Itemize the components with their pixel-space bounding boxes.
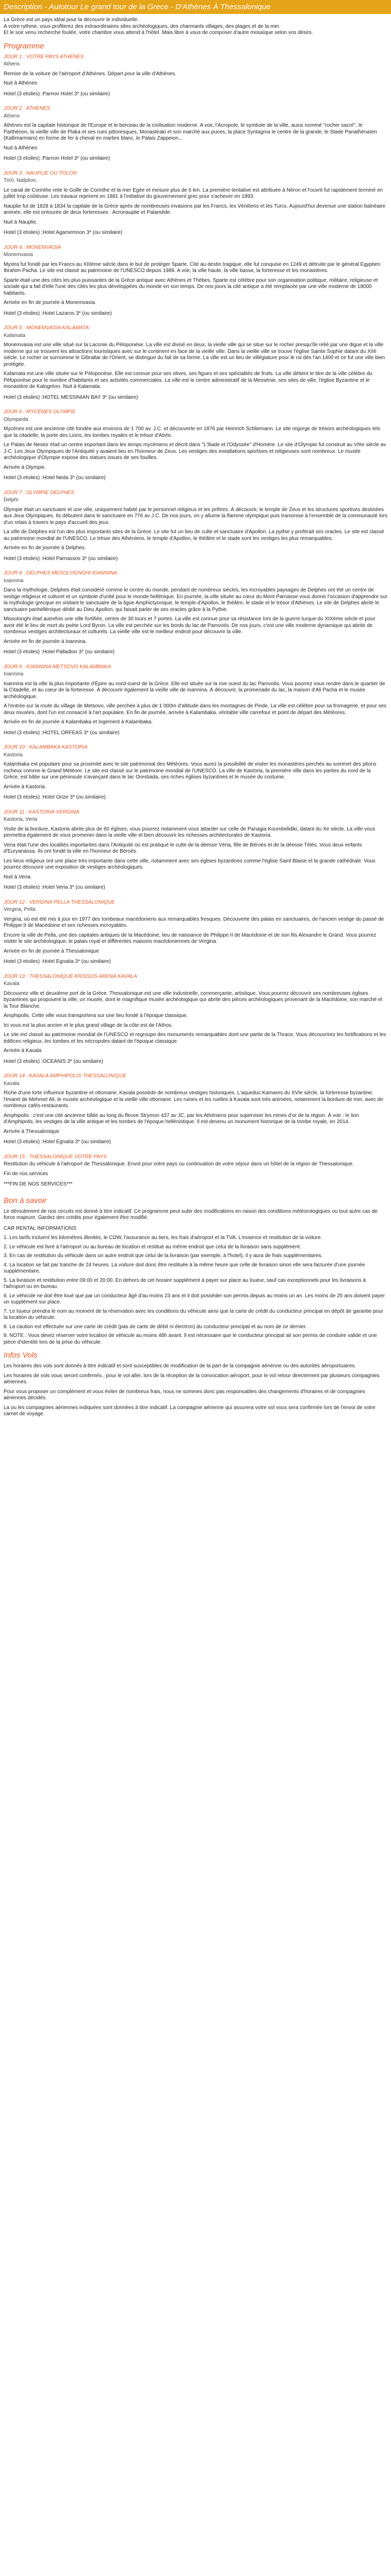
day-description xyxy=(4,587,387,645)
day-place: Athens xyxy=(4,113,20,119)
page-header xyxy=(0,0,391,14)
day-hotel: Hotel (3 etoiles) :Parnon Hotel 3* (ou similaire) xyxy=(4,156,110,161)
day-paragraph: Arrivée à Olympie. xyxy=(4,464,46,470)
day-paragraph: A l'entrée sur la route du village de Metsovo, ville perchée à plus de 1 000m d'altitude dans les montagnes de Pinde, La ville est célèbre pour sa fromagerie, et pour ses deux musées, dont l'un est consacré à l'art populaire. En fin de journée, arrivée à Kalambaka, véritable ville carrefour et point de départ des Météores. xyxy=(4,703,387,716)
programme-title: Programme xyxy=(4,41,44,50)
day-description xyxy=(4,681,387,726)
day-description xyxy=(4,262,387,307)
day-title: JOUR 14 : KAVALA AMPHIPOLIS THESSALONIQUE xyxy=(4,1073,127,1079)
infos-item: Pour vous proposer un complément et vous éviter de nombreux frais, nous ne sommes donc pas responsables des changements d'horaires et de compagnies aériennes décidés. xyxy=(4,1388,365,1401)
day-place: Delphi xyxy=(4,497,19,503)
programme-day xyxy=(4,809,387,891)
day-hotel: Hotel (3 etoiles) :Hotel Egnatia 3* (ou similaire) xyxy=(4,959,111,964)
programme-day xyxy=(4,54,387,98)
day-paragraph: Monemvasia est une ville situé sur la Laconie du Péloponèse. La ville est divisé en deux, la vieille ville qui se situe sur le rocher presqu'île relié par une digue et la ville moderne qui se trouvent les attractions touristiques avec sur le continent en face de la vieille ville. Dans la vieille ville se trouve l'église Sainte Sophie datant du XIIè siècle. Le rocher se surnomme le Gibraltar de l'Orient, se distingue du fait de sa forme. La ville est un lieu de villégiature pour le roi dès l'an 1400 et ce fut une ville bien protégée. xyxy=(4,342,385,367)
day-description xyxy=(4,71,387,87)
day-paragraph: Arrivée en fin de journée à Thessalonique xyxy=(4,948,99,954)
day-paragraph: Le Palais de Nestor était un centre important dans les temps mycéniens et décrit dans "L'Iliade et l'Odyssée" d'Homère. Le site d'Olympie fut construit au VIIIe siècle av J-C. Les Jeux Olympiques de l'Antiquité y avaient lieu en l'honneur de Zeus. Les vestiges des installations sportives et religieuses sont nombreux. Le musée archéologique d'Olympie expose des statues issues de ses fouilles. xyxy=(4,442,386,461)
main-content xyxy=(0,14,391,1418)
day-paragraph: Mystra fut fondé par les Francs au XIIIème siècle dans le but de protéger Sparte. Cité au destin tragique, elle fut conquise en 1249 et détruite par le général Egyptien Ibrahim Pacha. Le site est classé au patrimoine de l'UNESCO depuis 1989. A voir, la ville haute, la ville basse, la forteresse et les monastères. xyxy=(4,261,381,274)
day-paragraph: Nuit à Athènes xyxy=(4,145,38,151)
day-hotel: Hotel (3 etoiles) :Hotel Veria 3* (ou similaire) xyxy=(4,885,105,890)
day-description xyxy=(4,342,387,391)
rental-item: 1. Les tarifs incluent les kilomètres illimités, le CDW, l'assurance au tiers, les frais d'aéroport et la TVA. L'essence et restitution de la voiture. xyxy=(4,1235,322,1241)
day-paragraph: La ville de Delphes est l'un des plus importants sites de la Grèce. Le site fut un lieu de culte et sanctuaire d'Apollon. La pythie y proférait ses oracles. Le site est classé au patrimoine mondial de l'UNESCO. Le trésor des Athéniens, le temple d'Apollon, le théâtre et le stade sont les vestiges les plus remarquables. xyxy=(4,529,384,541)
day-paragraph: Arrivée à Kavala xyxy=(4,1048,42,1054)
day-title: JOUR 11 : KASTORIA VERGINA xyxy=(4,809,79,815)
day-paragraph: Remise de la voiture de l'aéroport d'Athènes. Départ pour la ville d'Athènes. xyxy=(4,71,176,77)
day-paragraph: Olympie était un sanctuaire et une ville, uniquement habité par le personnel religieux et les prêtres. À découvrir, le temple de Zeus et les structures sportives destinées aux Jeux Olympiques. Ils débutent dans le sanctuaire en 776 av J.C. De nos jours, on y allume la flamme olympique puis transmise à l'ensemble de la communauté lors d'un relais à travers le pays d'accueil des jeux. xyxy=(4,506,387,526)
day-paragraph: Arrivée en fin de journée à Monemvasia. xyxy=(4,300,96,306)
rental-item: 3. En cas de restitution du véhicule dans un autre endroit que celui de la livraison (par exemple, à l'hotel), il y aura de frais supplémentaires. xyxy=(4,1253,323,1259)
intro xyxy=(4,17,387,37)
day-hotel: Hotel (3 etoiles) :Hotel Lazaros 3* (ou similaire) xyxy=(4,310,112,316)
programme-days xyxy=(4,54,387,1188)
day-paragraph: Sparte était une des cités les plus puissantes de la Grèce antique avec Athènes et Thèbes. Sparte est célèbre pour son organisation politique, militaire, religieuse et sociale qui a fait d'elle l'une des cités les plus développées du monde en son temps. De nos jours la cité antique a été remplacée par une ville moderne de 18000 habitants. xyxy=(4,277,378,296)
day-paragraph: Arrivée à Kastoria. xyxy=(4,784,46,790)
day-description xyxy=(4,991,387,1055)
day-paragraph: Riche d'une lorte influence byzantine et ottomane, Kavala possède de nombreux vestiges historiques. L'aqueduc Kamares du XVIe siècle, la forteresse byzantine, l'Imaret de Mehmet Ali, le musée archéologique et la vieille ville ottomane. Les ruines et les ruelles à Kavala sont très animées, notamment la bordure de mer, avec de nombreux cafés-restaurants. xyxy=(4,1090,383,1109)
day-paragraph: Le canal de Corinthe relie le Golfe de Corinthe et la mer Egée et mesure plus de 6 km. La première tentative est attribuée à Néron et l'ouvrit fut rapidement terminé en juillet trop coûteuse. Les travaux reprirent en 1881 à l'initiative du gouvernement grec pour s'achever en 1893. xyxy=(4,187,383,199)
programme-day xyxy=(4,325,387,401)
rental-item: 7. Le loueur prendra le nom au moment de la réservation avec les conditions du véhicule ainsi que la carte de crédit du conducteur principal en dépôt de garantie pour la location du véhicule. xyxy=(4,1308,384,1320)
programme-day xyxy=(4,490,387,563)
day-paragraph: Ici vous est la plus ancien et le plus grand village de la côte est de l'Athos. xyxy=(4,1022,173,1028)
day-description xyxy=(4,826,387,881)
day-hotel: Hotel (3 etoiles) :HOTEL MESSINIAN BAY 3* (ou similaire) xyxy=(4,394,138,400)
day-title: JOUR 9 : IOANNINA METSOVO KALAMBAKA xyxy=(4,664,111,670)
day-place: Kavala xyxy=(4,1080,20,1087)
rental-item: 2. Le véhicule est livré à l'aéroport ou au bureau de location et restitué au même endroit que celui de la livraison sans supplément. xyxy=(4,1244,301,1250)
rental-title: CAR RENTAL INFORMATIONS xyxy=(4,1225,76,1231)
day-title: JOUR 10 : KALAMBAKA KASTORIA xyxy=(4,744,88,750)
day-paragraph: Découvrez ville et deuxième port de la Grèce. Thessalonique est une ville industrielle, commerçante, artistique. Vous pourrez découvrir ses nombreuses églises byzantines qui proposent la ville, un musée, dont le magnifique musée archéologique qui abrite des pièces archéologiques provenant de la Macédoine, son marché et la Tour Blanche. xyxy=(4,990,383,1009)
intro-line: A votre rythme, vous profiterez des extraordinaires sites archéologiques, des charmants villages, des plages et de la mer. xyxy=(4,23,281,29)
day-description xyxy=(4,917,387,955)
day-title: JOUR 5 : MONEMVASIA KALAMATA xyxy=(4,325,89,331)
rental-item: 9. NOTE : Vous devez réserver votre location de véhicule au moins 48h avant. Il est nécessaire que le conducteur principal ait son permis de conduire valide et une pièce d'identité lors de la prise du véhicule. xyxy=(4,1333,377,1345)
rental-item: 5. La livraison et restitution entre 09:00 et 20:00. En dehors de cet horaire supplément à payer sur place au loueur, sauf cas exceptionnels pour les livraisons à l'aéroport ou en bureau. xyxy=(4,1277,366,1290)
day-place: Kastoria xyxy=(4,752,23,758)
day-paragraph: Amphipolis. Cette ville vous transportera sur une lieu fondé à l'époque classique. xyxy=(4,1013,188,1019)
day-description xyxy=(4,426,387,471)
day-title: JOUR 2 : ATHÈNES xyxy=(4,106,51,111)
day-place: Ioannina xyxy=(4,578,24,584)
day-title: JOUR 7 : OLYMPIE DELPHES xyxy=(4,489,74,496)
day-title: JOUR 13 : THESSALONIQUE KRISSOS ARENA KAVALA xyxy=(4,973,137,979)
day-title: JOUR 12 : VERGINA PELLA THESSALONIQUE xyxy=(4,899,115,905)
programme-day xyxy=(4,1154,387,1188)
day-place: Kastoria, Veria xyxy=(4,817,38,822)
day-hotel: Hotel (3 etoiles) :OCEANIS 3* (ou similaire) xyxy=(4,1058,103,1064)
infos-vols-title: Infos Vols xyxy=(4,1351,38,1360)
day-paragraph: Nauplie fut de 1828 à 1834 la capitale de la Grèce après de nombreuses invasions par les Francs, les Vénitiens et les Turcs. Aujourd'hui devenue une station balnéaire animée, elle est entourée de deux forteresses : Acronauplie et Palamède. xyxy=(4,203,386,215)
page-title: Description - Autotour Le grand tour de la Grece - D'Athènes À Thessalonique xyxy=(4,3,271,11)
day-paragraph: Dans la mythologie, Delphes était considéré comme le centre du monde, pendant de nombreux siècles, les incroyables paysages de Delphes ont été un centre de vestige religieux et culturel et un symbole d'unité pour le monde hellénique. En journée, la ville située au cœur du Mont Parnasse vous donne l'occasion d'apprendre sur la mythologie grecque en visitant le sanctuaire de la ligue Amphictyonique, le temple d'Apollon, le théâtre, le stade et le trésor d'Athènes. Le site de Delphes abrite le sanctuaire panhellénique dédié au Dieu Apollon, qui faisait parler de ses oracles grâce à la Pythie. xyxy=(4,587,387,613)
day-description xyxy=(4,761,387,790)
day-hotel: Hotel (3 etoiles) :Hotel Orize 3* (ou similaire) xyxy=(4,794,106,800)
day-paragraph: Arrivée en fin de journée à Ioannina. xyxy=(4,638,87,645)
day-place: Monemvasia xyxy=(4,252,33,258)
day-description xyxy=(4,1090,387,1135)
day-hotel: ***FIN DE NOS SERVICES*** xyxy=(4,1181,73,1187)
day-paragraph: Nuit à Athènes xyxy=(4,80,38,86)
day-hotel: Hotel (3 etoiles) :Hotel Parnassos 3* (ou similaire) xyxy=(4,555,118,562)
programme-day xyxy=(4,570,387,656)
infos-item: Les horaires de vols vous seront confirmés , pour le vol aller, lors de la réception de la convocation aéroport, pour le vol retour directement par plusieurs compagnies aériennes. xyxy=(4,1372,380,1385)
day-title: JOUR 15 : THESSALONIQUE VOTRE PAYS xyxy=(4,1154,107,1160)
intro-line: La Grèce est un pays idéal pour la découvrir le individuelle. xyxy=(4,17,139,23)
day-paragraph: Missolonghi était autrefois une ville fortifiée, centre de 30 tours et 7 portes. La ville est connue pour sa résistance lors de la guerre turque du XIXème siècle et pour avoir été le lieu de mort du poète Lord Byron. La ville est perchée sur les bords du lac de Pamvotis. De nos jours, c'est une ville moderne dynamique qui abrite de nombreux vestiges architecturaux et culturels. La vieille ville est le meilleur endroit pour découvrir la ville. xyxy=(4,616,376,635)
day-paragraph: Arrivée en fin de journée à Delphes. xyxy=(4,545,86,551)
day-paragraph: Amphipolis : c'est une cité ancienne bâtie au long du fleuve Strymon 437 av JC, par les Athéniens pour superviser les mines d'or de la région. À voir : le lion d'Amphipolis, les vestiges de la ville antique et les tombes de l'époque hellénistique. Il est devenu un monument historique de la tombe royale, en 2014. xyxy=(4,1112,359,1125)
day-paragraph: Visite de la bordure, Kastoria abrite plus de 60 églises, vous pourrez notamment vous attarder sur celle de Panagia Koumbelidiki, datant du Xe siècle. La ville vous permettra également de vous promener dans la vieille ville et bien découvrir les richesses architecturales de Kastoria. xyxy=(4,826,376,838)
day-hotel: Hotel (3 etoiles) :Parnon Hotel 3* (ou similaire) xyxy=(4,91,110,97)
day-hotel: Hotel (3 etoiles) :Hotel Egnatia 3* (ou similaire) xyxy=(4,1139,111,1145)
programme-day xyxy=(4,1073,387,1146)
day-paragraph: Fin de nos services xyxy=(4,1171,48,1177)
programme-day xyxy=(4,409,387,482)
day-paragraph: Arrivée en fin de journée à Kalambaka et logement à Kalambaka. xyxy=(4,719,153,725)
day-paragraph: Vergina, où est été mis à jour en 1977 des tombeaux macédoniens aux remarquables fresques. Découverte des palais en sanctuaires, de l'ancien vestige du passé de Philippe II de Macédoine et ses richesses incroyables. xyxy=(4,916,384,928)
day-title: JOUR 6 : MYCÈNES OLYMPIE xyxy=(4,409,76,415)
rental-list xyxy=(4,1235,387,1346)
day-paragraph: Kalambaka est populaire pour sa proximité avec le site patrimonial des Météores. Vous aurez la possibilité de visiter les monastères perchés au sommet des pitons rocheux comme le Grand Météore. Le site est classé sur le patrimoine mondial de l'UNESCO. La ville de Kastoria, la première ville dans les parties du nord de la Grèce, est bâtie sur une péninsule s'avançant dans le lac Orestiada, ses riches églises byzantines et le musée du costume. xyxy=(4,761,377,780)
programme-day xyxy=(4,171,387,236)
programme-day xyxy=(4,664,387,737)
bon-savoir-text: Le déroulement de nos circuits est donné à titre indicatif. Ce programme peut subir des modifications en raison des conditions météorologiques ou tout autre cas de force majeure. Gardez des crédits pour également être modifié. xyxy=(4,1208,378,1221)
day-hotel: Hotel (3 etoiles) :Hotel Neda 3* (ou similaire) xyxy=(4,475,106,481)
day-paragraph: Veria était l'une des localités importantes dans l'Antiquité où est pratiqué le culte de la déesse Véria, fille de Béroès et de la déesse Télès. Vous deux enfants d'Euryanassa. Ils ont fondé la ville en l'honneur de Béroès. xyxy=(4,842,362,854)
day-title: JOUR 8 : DELPHES MESOLOGNGHI IOANNINA xyxy=(4,570,118,576)
day-place: Athens xyxy=(4,61,20,67)
programme-day xyxy=(4,744,387,801)
day-paragraph: Athènes est la capitale historique de l'Europe et le berceau de la civilisation moderne. A voir, l'Acropole, le symbole de la ville, aussi nommé "rocher sacré", le Parthénon, la vieille ville de Plaka et ses rues pittoresques, Monastiraki et son marché aux puces, la place Syntagma le centre de la grande, le Stade Panathénaïen (Kallimarmaro) en forme de fer à cheval en marbre blanc, le Palais Zappeion... xyxy=(4,123,377,141)
rental-item: 8. La caution est effectuée sur une carte de crédit (pas de carte de débit ni électron) du conducteur principal et au nom de ce dernier. xyxy=(4,1324,307,1330)
day-place: Kalamata xyxy=(4,332,26,338)
day-title: JOUR 1 : VOTRE PAYS ATHÈNES xyxy=(4,54,84,60)
day-hotel: Hotel (3 etoiles) :Hotel Palladion 3* (ou similaire) xyxy=(4,649,115,655)
day-description xyxy=(4,123,387,151)
day-paragraph: Mycènes est une ancienne cité fondée aux environs de 1 700 av. J.C. et découverte en 1876 par Heinrich Schliemann. Le site regorge de trésors archéologiques tels que la citadelle, la porte des Lions, les tombes royales et le trésor d'Atrée. xyxy=(4,426,381,438)
day-paragraph: Nuit à Nauplie. xyxy=(4,219,38,225)
infos-vols xyxy=(4,1363,387,1418)
intro-line: Et le soir venu recherche foulée, votre chambre vous attend à l'hôtel. Mais libre à vous de composer d'autre mosaïque selon vos désirs. xyxy=(4,30,313,36)
programme-day xyxy=(4,974,387,1065)
day-paragraph: Nuit à Veria. xyxy=(4,874,32,880)
day-place: Tirín̆, Nafplion, xyxy=(4,178,37,183)
day-description xyxy=(4,1161,387,1177)
infos-item: Les horaires des vols sont donnés à titre indicatif et sont susceptibles de modification de la part de la compagnie aérienne ou des autorités aéroportuaires. xyxy=(4,1363,356,1369)
day-hotel: Hotel (3 etoiles) :Hotel Agamemnon 3* (ou similaire) xyxy=(4,230,123,235)
day-paragraph: Encore la ville de Pella, une des capitales antiques de la Macédoine, lieu de naissance de Philippe II de Macédoine et de son fils Alexandre le Grand. Vous pourrez visiter le site archéologique, le palais royal et différentes maisons macédoniennes de Vergina. xyxy=(4,932,377,944)
day-paragraph: Les lieux religieux ont une place très importante dans cette ville, notamment avec ses églises byzantines comme l'église Saint-Blaise et la grande cathédrale. Vous pourrez découvrir une exposition de vestiges archéologiques. xyxy=(4,858,376,870)
day-description xyxy=(4,188,387,226)
day-title: JOUR 3 : NAUPLIE OU TOLON xyxy=(4,170,77,176)
day-paragraph: Le site est classé au patrimoine mondial de l'UNESCO et regroupe des monuments remarquables dont une partie de la Thrace. Vous découvrirez les fortifications et les édifices religieux, les tombes et les nécropoles datant de l'époque classique. xyxy=(4,1032,386,1044)
day-paragraph: Restitution du véhicule à l'aéroport de Thessalonique. Envol pour votre pays ou continuation de votre séjour dans un hôtel de la région de Thessalonique. xyxy=(4,1161,354,1167)
day-place: Vergina, Pella xyxy=(4,907,36,912)
rental-item: 4. La location se fait par tranche de 24 heures. La voiture doit donc être restituée à la même heure que celle de livraison sinon elle sera facturée d'une journée supplémentaire. xyxy=(4,1262,365,1274)
infos-item: La ou les compagnies aériennes indiquées sont données à titre indicatif. La compagnie aérienne qui assurera votre vol vous sera confirmée lors de l'envoi de votre carnet de voyage. xyxy=(4,1404,376,1417)
day-paragraph: Kalamata est une ville située sur le Péloponèse. Elle est connue pour ses olives, ses figues et ses spécialités de fruits. La ville détient le titre de la ville célèbre du Péloponèse pour le nombre d'habitants et ses activités commerciales. La ville est le centre administratif de la Messénie, ses sites de ville, l'église Byzantine et le monastère de Kalogréon. Nuit à Kalamata. xyxy=(4,371,372,389)
bon-savoir-title: Bon à savoir xyxy=(4,1196,47,1205)
day-place: Ioannina xyxy=(4,671,24,677)
bon-savoir xyxy=(4,1209,387,1346)
day-hotel: Hotel (3 etoiles) :HOTEL ORFEAS 3* (ou similaire) xyxy=(4,730,120,736)
rental-item: 6. Le véhicule ne doit être loué que par un conducteur âgé d'au moins 23 ans et il doit posséder son permis depuis au moins un an. Les moins de 25 ans doivent payer un supplément sur place. xyxy=(4,1293,385,1305)
day-place: Kavala xyxy=(4,981,20,987)
day-title: JOUR 4 : MONEMVASIA xyxy=(4,244,61,250)
programme-day xyxy=(4,245,387,317)
day-place: Olympieda xyxy=(4,416,28,422)
day-paragraph: Arrivée à Thessalonique xyxy=(4,1128,59,1134)
day-paragraph: Ioannina est la ville la plus importante d'Épire au nord-ouest de la Grèce. Elle est située sur la rive ouest du lac Pamvotis. Vous pourrez vous rendre dans le quartier de la Citadelle, et au cœur de la forteresse. À découvrir également la vieille ville de Ioannina. À découvrir, la promenade du lac, la maison d'Ali Pacha et le musée archéologique. xyxy=(4,681,385,700)
programme-day xyxy=(4,106,387,162)
programme-day xyxy=(4,900,387,965)
day-description xyxy=(4,507,387,552)
